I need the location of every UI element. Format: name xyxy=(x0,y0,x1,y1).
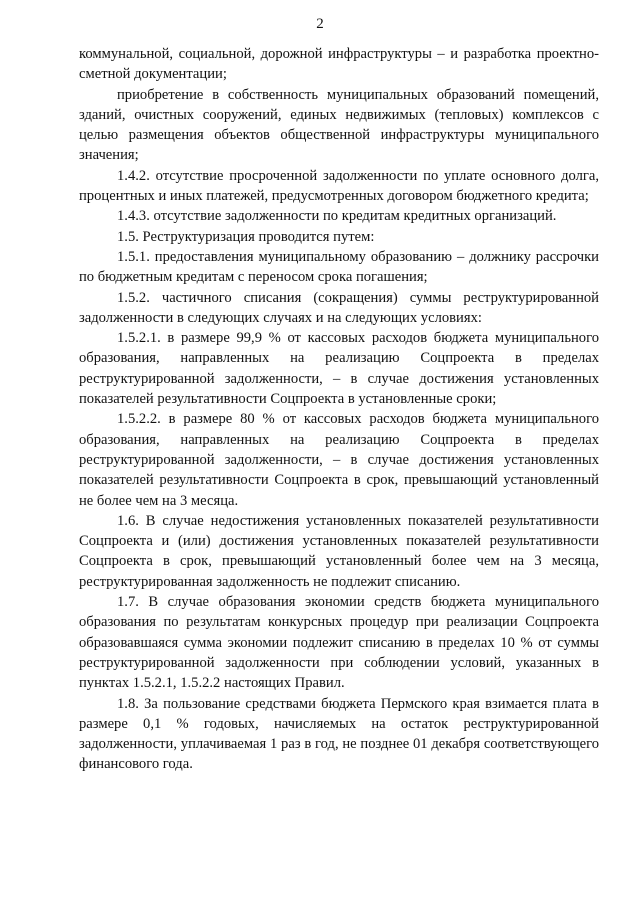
paragraph-1-5-2-1: 1.5.2.1. в размере 99,9 % от кассовых расходов бюджета муниципального образования, направленных на реализацию Соцпроекта в пределах реструктурированной задолженности, – в случае достижения установленных показателей результативности Соцпроекта в установленные сроки; xyxy=(79,330,599,408)
document-body xyxy=(79,44,599,775)
paragraph-1-5-2: 1.5.2. частичного списания (сокращения) суммы реструктурированной задолженности в следующих случаях и на следующих условиях: xyxy=(79,289,599,326)
paragraph-infrastructure-continuation: коммунальной, социальной, дорожной инфраструктуры – и разработка проектно-сметной документации; xyxy=(79,46,599,83)
paragraph-1-5: 1.5. Реструктуризация проводится путем: xyxy=(117,228,375,245)
paragraph-1-7: 1.7. В случае образования экономии средств бюджета муниципального образования по результатам конкурсных процедур при реализации Соцпроекта образовавшаяся сумма экономии подлежит списанию в пределах 10 % от суммы реструктурированной задолженности при соблюдении условий, указанных в пунктах 1.5.2.1, 1.5.2.2 настоящих Правил. xyxy=(79,594,599,692)
paragraph-1-8: 1.8. За пользование средствами бюджета Пермского края взимается плата в размере 0,1 % годовых, начисляемых на остаток реструктурированной задолженности, уплачиваемая 1 раз в год, не позднее 01 декабря соответствующего финансового года. xyxy=(79,695,599,773)
paragraph-1-6: 1.6. В случае недостижения установленных показателей результативности Соцпроекта и (или) достижения установленных показателей результативности Соцпроекта в срок, превышающий установленный более чем на 3 месяца, реструктурированная задолженность не подлежит списанию. xyxy=(79,512,599,590)
paragraph-1-4-2: 1.4.2. отсутствие просроченной задолженности по уплате основного долга, процентных и иных платежей, предусмотренных договором бюджетного кредита; xyxy=(79,167,599,205)
paragraph-1-5-1: 1.5.1. предоставления муниципальному образованию – должнику рассрочки по бюджетным кредитам с переносом срока погашения; xyxy=(79,248,599,286)
paragraph-1-5-2-2: 1.5.2.2. в размере 80 % от кассовых расходов бюджета муниципального образования, направленных на реализацию Соцпроекта в пределах реструктурированной задолженности, – в случае достижения установленных показателей результативности Соцпроекта в срок, превышающий установленный не более чем на 3 месяца. xyxy=(79,411,599,509)
paragraph-1-4-3: 1.4.3. отсутствие задолженности по кредитам кредитных организаций. xyxy=(117,208,557,225)
page-number: 2 xyxy=(316,16,324,32)
paragraph-property-acquisition: приобретение в собственность муниципальных образований помещений, зданий, очистных сооружений, единых недвижимых (тепловых) комплексов с целью размещения объектов общественной инфраструктуры муниципального значения; xyxy=(79,86,599,164)
